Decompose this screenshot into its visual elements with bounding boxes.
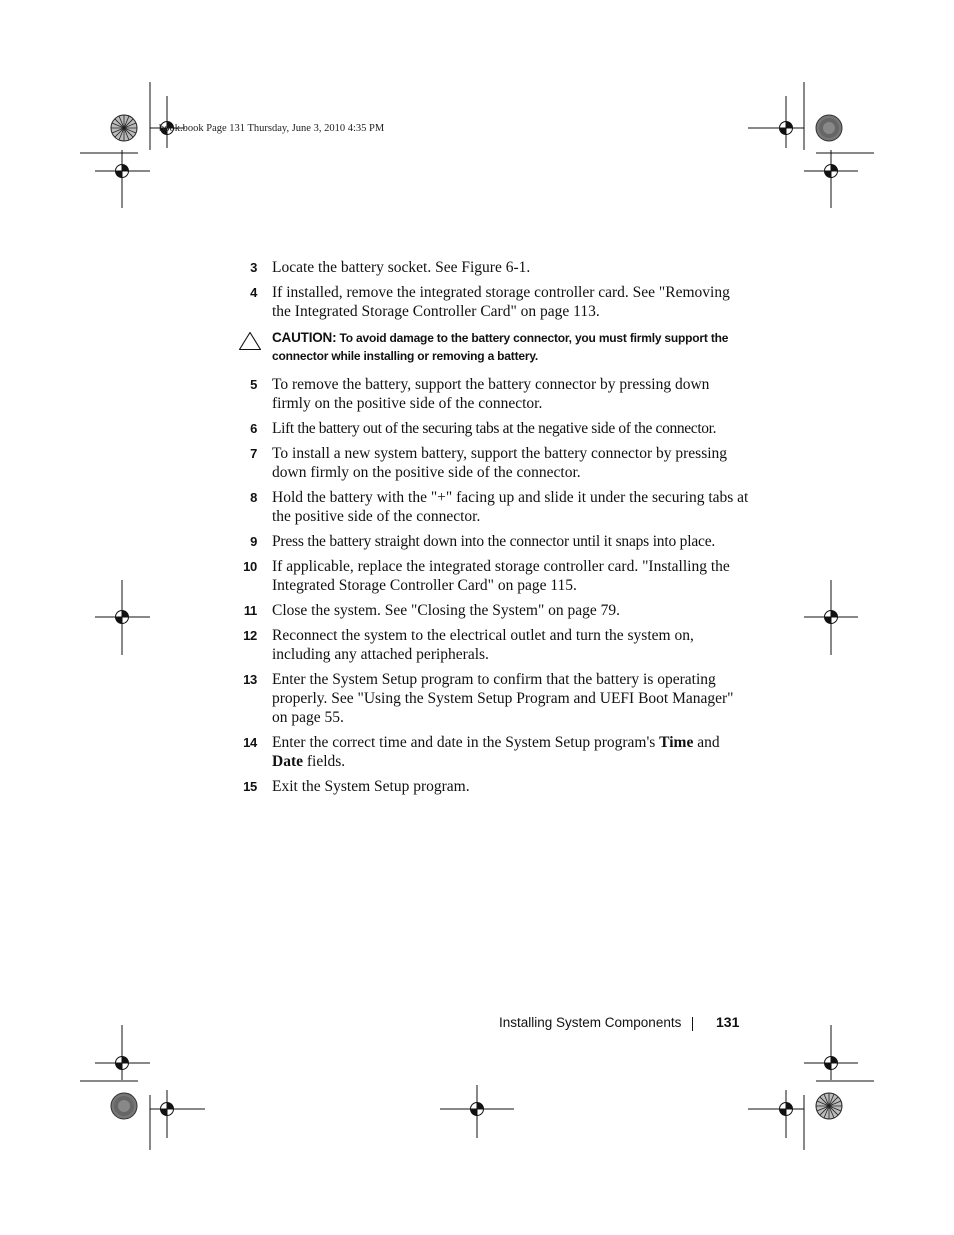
- step-number: 10: [243, 559, 257, 574]
- step-item: [230, 733, 750, 771]
- step-item: [230, 557, 750, 595]
- step-number: 6: [250, 421, 257, 436]
- step-text: Hold the battery with the "+" facing up and slide it under the securing tabs at the positive side of the connector.: [272, 489, 749, 525]
- step-text: Enter the correct time and date in the System Setup program's: [272, 734, 660, 751]
- field-name-time: Time: [659, 734, 694, 751]
- step-number: 13: [243, 672, 257, 687]
- step-item: [230, 488, 750, 526]
- step-text: Close the system. See "Closing the System" on page 79.: [272, 602, 621, 619]
- step-number: 3: [250, 260, 257, 275]
- step-text: Exit the System Setup program.: [272, 778, 470, 795]
- step-text: Press the battery straight down into the connector until it snaps into place.: [272, 533, 716, 550]
- step-number: 4: [250, 285, 257, 300]
- caution-notice: [230, 329, 750, 365]
- step-item: [230, 375, 750, 413]
- step-text: To install a new system battery, support the battery connector by pressing down firmly on the positive side of the connector.: [272, 445, 728, 481]
- caution-triangle-icon: [238, 331, 262, 351]
- step-number: 9: [250, 534, 257, 549]
- step-text: Enter the System Setup program to confirm that the battery is operating properly. See "Using the System Setup Program and UEFI Boot Manager" on page 55.: [272, 671, 734, 726]
- step-item: [230, 283, 750, 321]
- step-text: Locate the battery socket. See Figure 6-1.: [272, 259, 531, 276]
- step-text: Reconnect the system to the electrical outlet and turn the system on, including any attached peripherals.: [272, 627, 694, 663]
- step-item: [230, 444, 750, 482]
- step-item: [230, 601, 750, 620]
- step-text: If applicable, replace the integrated storage controller card. "Installing the Integrated Storage Controller Card" on page 115.: [272, 558, 730, 594]
- step-item: [230, 777, 750, 796]
- procedure-steps: [230, 258, 750, 802]
- step-number: 8: [250, 490, 257, 505]
- step-item: [230, 670, 750, 727]
- step-number: 14: [243, 735, 257, 750]
- footer-divider: [692, 1017, 693, 1031]
- step-text: Lift the battery out of the securing tabs at the negative side of the connector.: [272, 420, 717, 437]
- footer-chapter-title: Installing System Components: [499, 1015, 682, 1030]
- step-item: [230, 419, 750, 438]
- step-number: 5: [250, 377, 257, 392]
- caution-text: To avoid damage to the battery connector, you must firmly support the connector while installing or removing a battery.: [272, 331, 729, 363]
- step-number: 12: [243, 628, 257, 643]
- step-text: To remove the battery, support the battery connector by pressing down firmly on the positive side of the connector.: [272, 376, 710, 412]
- step-number: 11: [243, 603, 257, 618]
- step-text: If installed, remove the integrated storage controller card. See "Removing the Integrated Storage Controller Card" on page 113.: [272, 284, 730, 320]
- caution-label: CAUTION:: [272, 330, 337, 345]
- print-slug: book.book Page 131 Thursday, June 3, 2010 4:35 PM: [159, 123, 385, 134]
- step-item: [230, 258, 750, 277]
- step-number: 7: [250, 446, 257, 461]
- field-name-date: Date: [272, 753, 303, 770]
- step-number: 15: [243, 779, 257, 794]
- step-item: [230, 626, 750, 664]
- page-number: 131: [716, 1014, 740, 1030]
- step-item: [230, 532, 750, 551]
- step-text: fields.: [303, 753, 346, 770]
- step-text: and: [693, 734, 720, 751]
